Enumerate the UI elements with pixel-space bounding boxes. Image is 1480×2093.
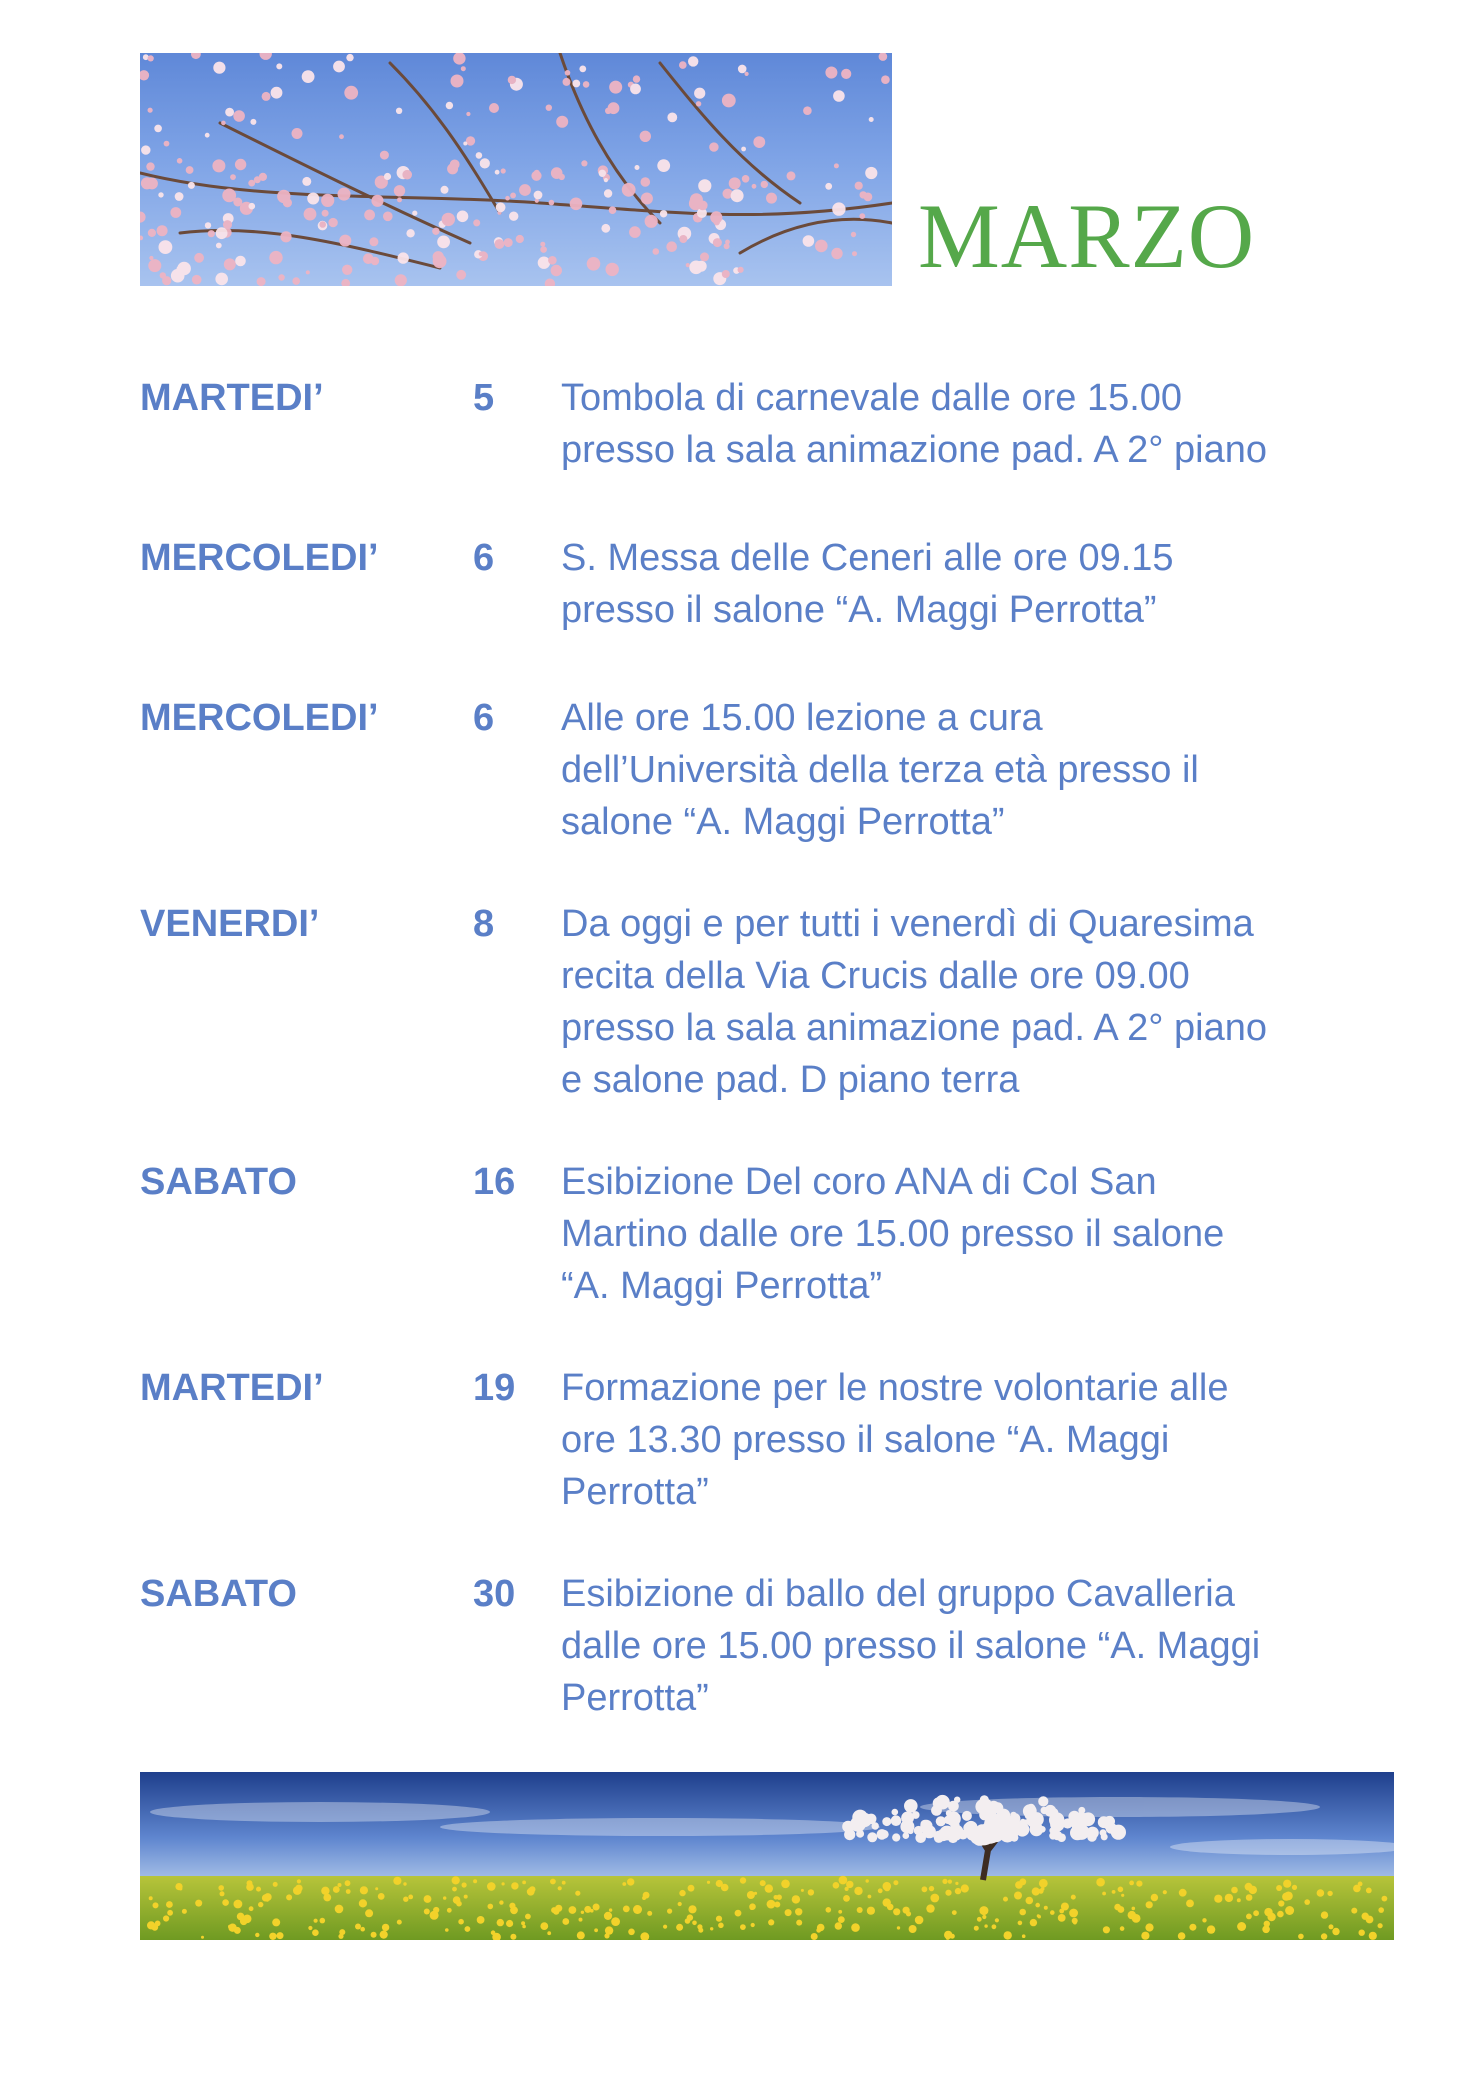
event-description [561, 898, 1400, 1106]
event-line: presso la sala animazione pad. A 2° piano [561, 429, 1268, 471]
event-date: 6 [473, 537, 495, 579]
event-line: Tombola di carnevale dalle ore 15.00 [561, 377, 1183, 419]
event-line: Martino dalle ore 15.00 presso il salone [561, 1213, 1225, 1255]
event-line: recita della Via Crucis dalle ore 09.00 [561, 955, 1190, 997]
event-day: VENERDI’ [140, 903, 320, 945]
event-line: Perrotta” [561, 1471, 709, 1513]
event-row [140, 1362, 1400, 1518]
event-description [561, 692, 1400, 848]
event-line: Formazione per le nostre volontarie alle [561, 1367, 1229, 1409]
event-line: Perrotta” [561, 1677, 709, 1719]
month-title: MARZO [918, 185, 1256, 287]
event-description [561, 1568, 1400, 1724]
event-line: e salone pad. D piano terra [561, 1059, 1020, 1101]
event-day: SABATO [140, 1573, 297, 1615]
event-line: presso il salone “A. Maggi Perrotta” [561, 589, 1157, 631]
event-date: 19 [473, 1367, 516, 1409]
event-day: SABATO [140, 1161, 297, 1203]
event-row [140, 532, 1400, 636]
event-line: dalle ore 15.00 presso il salone “A. Maggi [561, 1625, 1261, 1667]
event-date: 30 [473, 1573, 516, 1615]
event-row [140, 372, 1400, 476]
event-line: dell’Università della terza età presso il [561, 749, 1199, 791]
event-date: 6 [473, 697, 495, 739]
events-list [140, 372, 1400, 1724]
event-date: 16 [473, 1161, 516, 1203]
event-day: MARTEDI’ [140, 1367, 324, 1409]
event-row [140, 1568, 1400, 1724]
event-line: Alle ore 15.00 lezione a cura [561, 697, 1043, 739]
event-day: MERCOLEDI’ [140, 537, 379, 579]
event-day: MERCOLEDI’ [140, 697, 379, 739]
event-row [140, 1156, 1400, 1312]
event-row [140, 692, 1400, 848]
event-date: 5 [473, 377, 495, 419]
event-line: salone “A. Maggi Perrotta” [561, 801, 1005, 843]
event-line: Esibizione di ballo del gruppo Cavalleria [561, 1573, 1235, 1615]
tree-field-image [140, 1772, 1394, 1940]
cherry-blossom-image [140, 53, 892, 286]
event-description [561, 1362, 1400, 1518]
event-day: MARTEDI’ [140, 377, 324, 419]
event-row [140, 898, 1400, 1106]
event-description [561, 1156, 1400, 1312]
event-line: S. Messa delle Ceneri alle ore 09.15 [561, 537, 1174, 579]
event-line: ore 13.30 presso il salone “A. Maggi [561, 1419, 1170, 1461]
event-line: Esibizione Del coro ANA di Col San [561, 1161, 1157, 1203]
event-line: “A. Maggi Perrotta” [561, 1265, 882, 1307]
event-description [561, 532, 1400, 636]
event-line: Da oggi e per tutti i venerdì di Quaresima [561, 903, 1254, 945]
event-date: 8 [473, 903, 495, 945]
event-description [561, 372, 1400, 476]
event-line: presso la sala animazione pad. A 2° piano [561, 1007, 1268, 1049]
